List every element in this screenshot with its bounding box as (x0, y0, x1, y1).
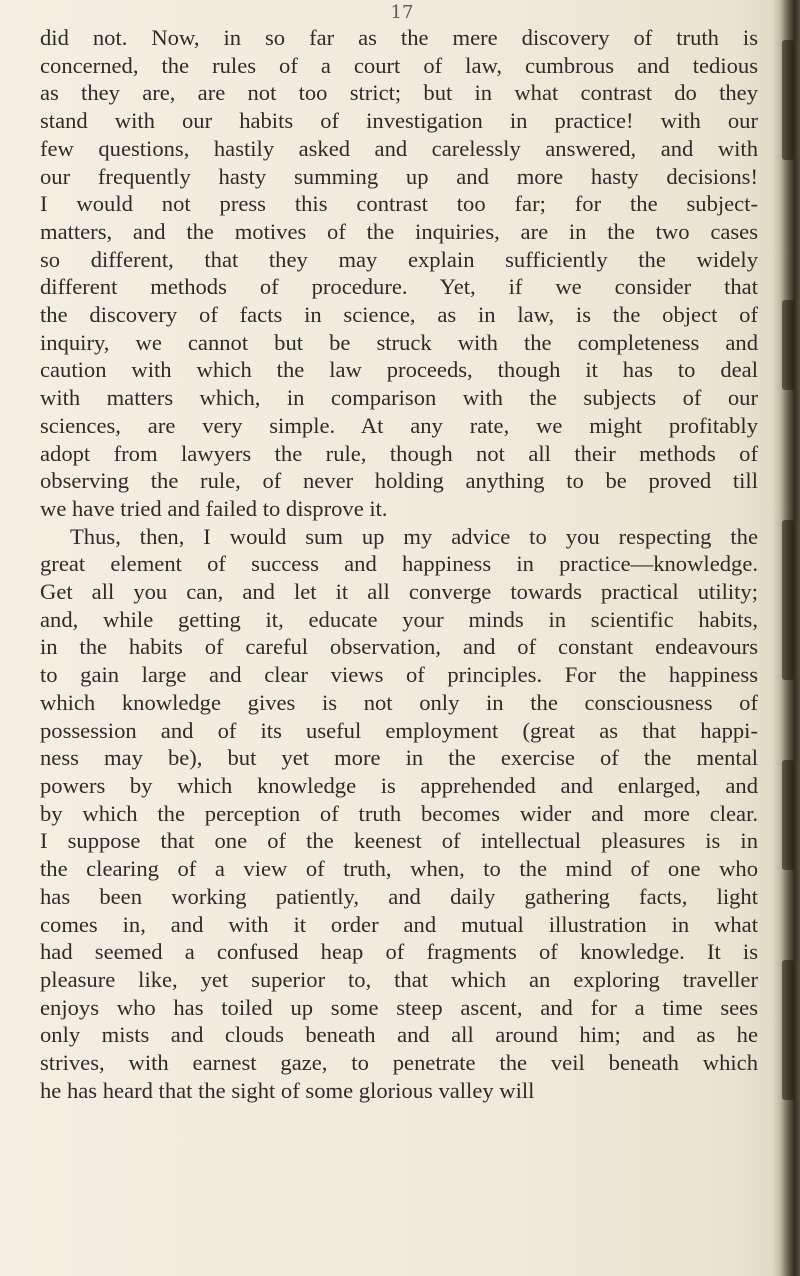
edge-shadow (782, 300, 794, 390)
edge-shadow (782, 40, 794, 160)
text-line: has been working patiently, and daily gathering facts, light (40, 883, 758, 909)
text-line: caution with which the law proceeds, though it has to deal (40, 357, 758, 383)
text-line: ness may be), but yet more in the exercise of the mental (40, 745, 758, 771)
text-line: inquiry, we cannot but be struck with the completeness and (40, 329, 758, 355)
text-line: I would not press this contrast too far; for the subject- (40, 191, 758, 217)
page-number: 17 (390, 2, 414, 23)
text-line: we have tried and failed to disprove it. (40, 495, 388, 521)
text-line: observing the rule, of never holding anything to be proved till (40, 468, 758, 494)
text-line: I suppose that one of the keenest of intellectual pleasures is in (40, 828, 758, 854)
text-line: did not. Now, in so far as the mere discovery of truth is (40, 25, 758, 50)
text-line: enjoys who has toiled up some steep ascent, and for a time sees (40, 994, 758, 1020)
text-line: different methods of procedure. Yet, if we consider that (40, 274, 758, 300)
text-line: by which the perception of truth becomes wider and more clear. (40, 800, 758, 826)
text-line: which knowledge gives is not only in the consciousness of (40, 689, 758, 715)
text-line: possession and of its useful employment (great as that happi- (40, 717, 758, 743)
text-line: he has heard that the sight of some glorious valley will (40, 1077, 535, 1103)
text-line: the discovery of facts in science, as in law, is the object of (40, 302, 758, 328)
text-line: pleasure like, yet superior to, that which an exploring traveller (40, 966, 758, 992)
text-line: stand with our habits of investigation in practice! with our (40, 108, 758, 134)
book-binding-edge (772, 0, 800, 1276)
text-line: strives, with earnest gaze, to penetrate the veil beneath which (40, 1050, 758, 1076)
text-line: the clearing of a view of truth, when, to the mind of one who (40, 856, 758, 882)
text-line: matters, and the motives of the inquiries, are in the two cases (40, 218, 758, 244)
text-line: to gain large and clear views of principles. For the happiness (40, 662, 758, 688)
text-line: adopt from lawyers the rule, though not all their methods of (40, 440, 758, 466)
body-text (40, 24, 758, 1104)
text-line: great element of success and happiness in practice—knowledge. (40, 551, 758, 577)
text-line: few questions, hastily asked and carelessly answered, and with (40, 135, 758, 161)
text-line: our frequently hasty summing up and more hasty decisions! (40, 163, 758, 189)
text-line: sciences, are very simple. At any rate, we might profitably (40, 412, 758, 438)
text-line: in the habits of careful observation, and of constant endeavours (40, 634, 758, 660)
text-line: so different, that they may explain sufficiently the widely (40, 246, 758, 272)
text-line: Thus, then, I would sum up my advice to you respecting the (70, 523, 758, 549)
text-line: as they are, are not too strict; but in what contrast do they (40, 80, 758, 106)
text-line: concerned, the rules of a court of law, cumbrous and tedious (40, 52, 758, 78)
text-line: only mists and clouds beneath and all around him; and as he (40, 1022, 758, 1048)
edge-shadow (782, 960, 794, 1100)
edge-shadow (782, 760, 794, 870)
edge-shadow (782, 520, 794, 680)
text-line: had seemed a confused heap of fragments of knowledge. It is (40, 939, 758, 965)
text-line: powers by which knowledge is apprehended and enlarged, and (40, 772, 758, 798)
text-line: comes in, and with it order and mutual illustration in what (40, 911, 758, 937)
text-line: Get all you can, and let it all converge towards practical utility; (40, 579, 758, 605)
text-line: and, while getting it, educate your minds in scientific habits, (40, 606, 758, 632)
text-line: with matters which, in comparison with the subjects of our (40, 385, 758, 411)
